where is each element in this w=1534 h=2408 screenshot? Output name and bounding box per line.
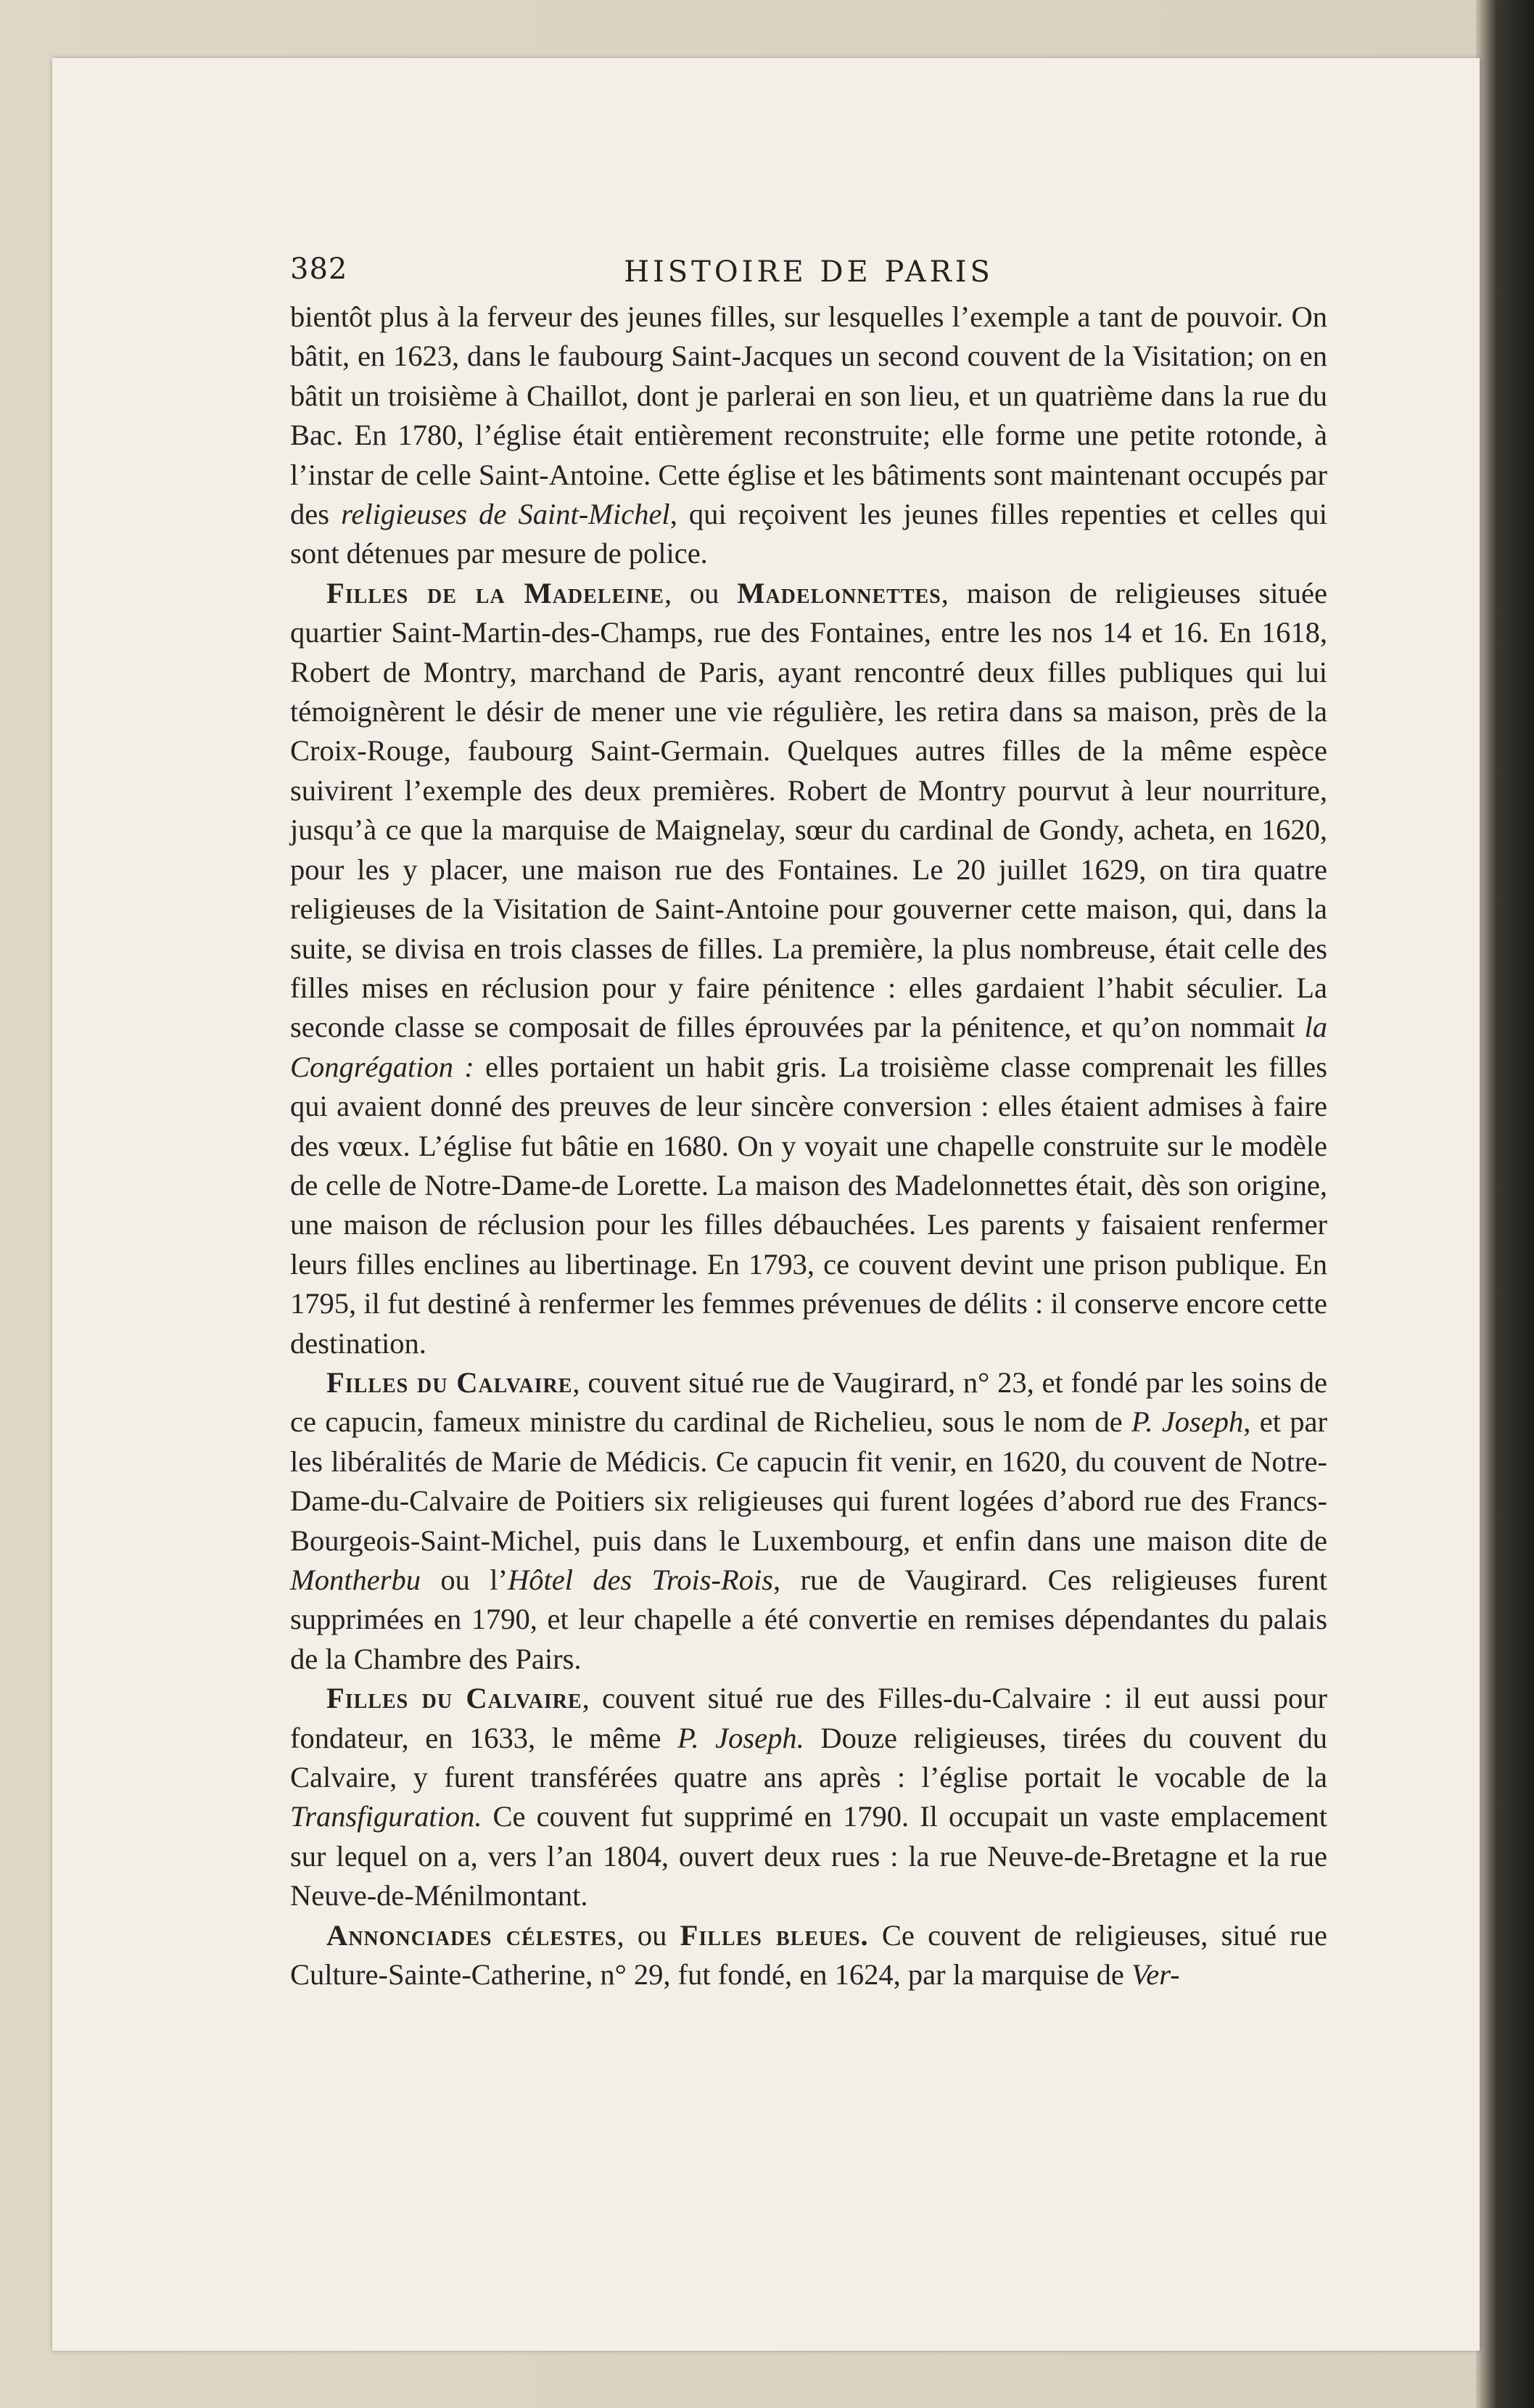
paragraph-text: ou l’ — [420, 1563, 508, 1596]
italic-phrase: la Congrégation : — [290, 1011, 1327, 1083]
paragraph-text: bientôt plus à la ferveur des jeunes filles, sur lesquelles l’exemple a tant de pouvoir. On bâtit, en 1623, dans le faubourg Saint-Jacques un second couvent de la Visitation; on en bâtit un troisième à Chaillot, dont je parlerai en son lieu, et un quatrième dans la rue du Bac. En 1780, l’église était entièrement reconstruite; elle forme une petite rotonde, à l’instar de celle Saint-Antoine. Cette église et les bâtiments sont maintenant occupés par des — [290, 300, 1327, 531]
paragraph-annonciades — [290, 1916, 1327, 1995]
italic-phrase: P. Joseph — [1131, 1405, 1244, 1439]
entry-connector: , ou — [617, 1918, 680, 1952]
book-binding-edge — [1476, 0, 1534, 2408]
paragraph-text: , couvent situé rue des Filles-du-Calvaire : il eut aussi pour fondateur, en 1633, le même — [290, 1682, 1327, 1754]
italic-phrase: religieuses de Saint-Michel — [341, 498, 670, 531]
entry-heading: Annonciades célestes — [326, 1918, 617, 1952]
paragraph-text: , couvent situé rue de Vaugirard, n° 23, et fondé par les soins de ce capucin, fameux ministre du cardinal de Richelieu, sous le nom de — [290, 1365, 1327, 1439]
paragraph-text: , qui reçoivent les jeunes filles repenties et celles qui sont détenues par mesure de police. — [290, 498, 1327, 570]
paragraph-text: , et par les libéralités de Marie de Médicis. Ce capucin fit venir, en 1620, du couvent de Notre-Dame-du-Calvaire de Poitiers six religieuses qui furent logées d’abord rue des Francs-Bourgeois-Saint-Michel, puis dans le Luxembourg, et enfin dans une maison dite de — [290, 1405, 1327, 1557]
paragraph-text: Ce couvent fut supprimé en 1790. Il occupait un vaste emplacement sur lequel on a, vers l’an 1804, ouvert deux rues : la rue Neuve-de-Bretagne et la rue Neuve-de-Ménilmontant. — [290, 1800, 1327, 1912]
paragraph-text: Ce couvent de religieuses, situé rue Culture-Sainte-Catherine, n° 29, fut fondé, en 1624, par la marquise de — [290, 1918, 1327, 1992]
entry-heading: Filles de la Madeleine — [326, 576, 664, 609]
italic-phrase: Ver- — [1131, 1958, 1180, 1992]
paragraph-continuation — [290, 297, 1327, 574]
paragraph-calvaire-vaugirard — [290, 1363, 1327, 1679]
body-text — [290, 297, 1327, 1994]
italic-phrase: Montherbu — [290, 1563, 421, 1596]
running-title: HISTOIRE DE PARIS — [624, 255, 994, 289]
paragraph-text: , rue de Vaugirard. Ces religieuses furent supprimées en 1790, et leur chapelle a été convertie en remises dépendantes du palais de la Chambre des Pairs. — [290, 1563, 1327, 1675]
entry-heading: Filles du Calvaire — [326, 1365, 573, 1399]
paragraph-text: elles portaient un habit gris. La troisième classe comprenait les filles qui avaient donné des preuves de leur sincère conversion : elles étaient admises à faire des vœux. L’église fut bâtie en 1680. On y voyait une chapelle construite sur le modèle de celle de Notre-Dame-de Lorette. La maison des Madelonnettes était, dès son origine, une maison de réclusion pour les filles débauchées. Les parents y faisaient renfermer leurs filles enclines au libertinage. En 1793, ce couvent devint une prison publique. En 1795, il fut destiné à renfermer les femmes prévenues de délits : il conserve encore cette destination. — [290, 1050, 1327, 1360]
paragraph-calvaire-marais — [290, 1679, 1327, 1915]
page-header — [290, 252, 1327, 296]
italic-phrase: Transfiguration. — [290, 1800, 482, 1833]
paragraph-text: Douze religieuses, tirées du couvent du Calvaire, y furent transférées quatre ans après : l’église portait le vocable de la — [290, 1721, 1328, 1794]
entry-heading: Filles du Calvaire — [326, 1682, 582, 1715]
entry-connector: , ou — [664, 576, 738, 609]
italic-phrase: Hôtel des Trois-Rois — [507, 1563, 773, 1596]
entry-heading-alt: Madelonnettes — [737, 576, 941, 609]
paragraph-madelonnettes — [290, 574, 1327, 1363]
paragraph-text: , maison de religieuses située quartier Saint-Martin-des-Champs, rue des Fontaines, entre les nos 14 et 16. En 1618, Robert de Montry, marchand de Paris, ayant rencontré deux filles publiques qui lui témoignèrent le désir de mener une vie régulière, les retira dans sa maison, près de la Croix-Rouge, faubourg Saint-Germain. Quelques autres filles de la même espèce suivirent l’exemple des deux premières. Robert de Montry pourvut à leur nourriture, jusqu’à ce que la marquise de Maignelay, sœur du cardinal de Gondy, acheta, en 1620, pour les y placer, une maison rue des Fontaines. Le 20 juillet 1629, on tira quatre religieuses de la Visitation de Saint-Antoine pour gouverner cette maison, qui, dans la suite, se divisa en trois classes de filles. La première, la plus nombreuse, était celle des filles mises en réclusion pour y faire pénitence : elles gardaient l’habit séculier. La seconde classe se composait de filles éprouvées par la pénitence, et qu’on nommait — [290, 576, 1328, 1044]
entry-heading-alt: Filles bleues. — [680, 1918, 869, 1952]
page-number: 382 — [290, 252, 348, 286]
italic-phrase: P. Joseph. — [677, 1721, 804, 1754]
